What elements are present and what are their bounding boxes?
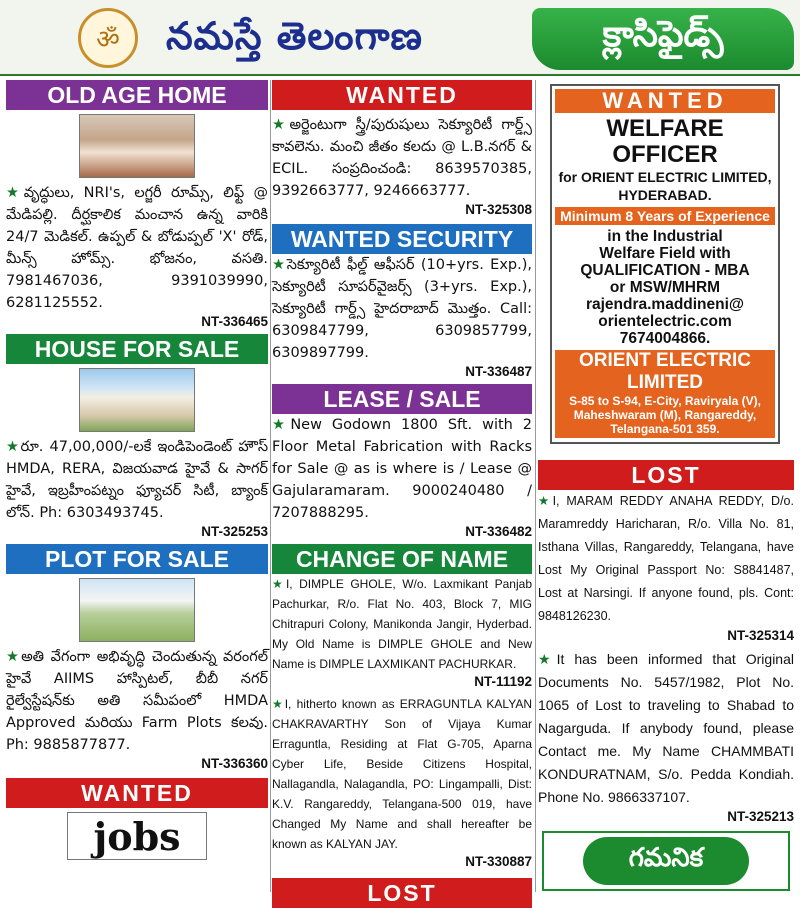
star-icon: ★: [272, 577, 286, 591]
ad-wanted-jobs: [6, 778, 268, 860]
column-1: [6, 80, 268, 892]
section-title: క్లాసిఫైడ్స్: [532, 8, 794, 70]
ad-text: రూ. 47,00,000/-లకే ఇండిపెండెంట్ హౌస్ HMDA, RERA, విజయవాడ హైవే & సాగర్ హైవే, ఇబ్రహీంపట్నం ఫ్యూచర్ సిటీ, బ్యాంక్ లోన్. Ph: 6303493745.: [6, 439, 268, 521]
ad-code: NT-336465: [201, 314, 268, 329]
ad-job-title: WELFARE OFFICER: [606, 115, 724, 168]
ad-header: LOST: [272, 878, 532, 908]
ad-code: NT-325253: [201, 524, 268, 539]
ad-header: WANTED SECURITY: [272, 224, 532, 254]
star-icon: ★: [6, 185, 24, 201]
ad-lease-sale: [272, 384, 532, 540]
ad-change-of-name: [272, 544, 532, 870]
ad-lost-bottom: [272, 878, 532, 908]
column-2: [272, 80, 532, 906]
ad-old-age-home: [6, 80, 268, 330]
ad-header: WANTED: [6, 778, 268, 808]
notice-label: గమనిక: [583, 837, 750, 885]
ad-text: అర్జెంటుగా స్త్రీ/పురుషులు సెక్యూరిటీ గార్డ్స్ కావలెను. మంచి జీతం కలదు @ L.B.నగర్ & ECIL. సంప్రదించండి: 8639570385, 9392663777, 9246663777.: [272, 117, 532, 199]
plot-photo: [79, 578, 195, 642]
ad-address-line: S-85 to S-94, E-City, Raviryala (V),: [569, 394, 761, 408]
ad-house-for-sale: [6, 334, 268, 540]
ad-line: for ORIENT ELECTRIC LIMITED,: [558, 169, 772, 185]
column-divider: [535, 80, 536, 892]
ad-code: NT-336482: [465, 524, 532, 539]
house-photo: [79, 368, 195, 432]
notice-box: [542, 831, 790, 891]
welfare-officer-ad: [550, 84, 780, 444]
ad-qualification: or MSW/MHRM: [609, 279, 721, 296]
ad-header: PLOT FOR SALE: [6, 544, 268, 574]
ad-header: HOUSE FOR SALE: [6, 334, 268, 364]
ad-code: NT-325308: [465, 202, 532, 217]
ad-email: rajendra.maddineni@: [585, 296, 745, 313]
ad-code: NT-336360: [201, 756, 268, 771]
star-icon: ★: [272, 697, 285, 711]
ad-text: It has been informed that Original Documents No. 5457/1982, Plot No. 1065 of Lost to traveling to Shabad to Nagarguda. If anybody found, please Contact me. My Name CHAMMBATI KONDURATNAM, S/o. Pedda Kondiah. Phone No. 9866337107.: [538, 651, 794, 805]
ad-lost: [538, 460, 794, 825]
ad-qualification: in the Industrial: [607, 228, 723, 245]
ad-line: HYDERABAD.: [618, 187, 712, 203]
ad-text: వృద్ధులు, NRI's, లగ్జరీ రూమ్స్, లిఫ్ట్ @ మేడిపల్లి. దీర్ఘకాలిక మంచాన ఉన్న వారికి 24/7 మెడికల్. ఉప్పల్ & బోడుప్పల్ 'X' రోడ్, మీన్స్ హోమ్స్. భోజనం, వసతి. 7981467036, 9391039990, 6281125552.: [6, 185, 269, 311]
ad-email: orientelectric.com: [598, 313, 732, 330]
ad-header: CHANGE OF NAME: [272, 544, 532, 574]
column-3: [538, 80, 794, 892]
masthead: [0, 0, 800, 76]
ad-wanted: [272, 80, 532, 218]
ad-company-name: ORIENT ELECTRIC LIMITED: [555, 350, 775, 394]
star-icon: ★: [538, 651, 557, 667]
ad-address-line: Telangana-501 359.: [610, 422, 720, 436]
old-age-home-photo: [79, 114, 195, 178]
ad-code: NT-336487: [465, 364, 532, 379]
ad-qualification: QUALIFICATION - MBA: [580, 262, 750, 279]
ad-experience-band: Minimum 8 Years of Experience: [555, 207, 775, 225]
ad-text: New Godown 1800 Sft. with 2 Floor Metal Fabrication with Racks for Sale @ as is where is / Lease @ Gajularamaram. 9000240480 / 7207888295.: [272, 417, 532, 521]
ad-header: LOST: [538, 460, 794, 490]
column-divider: [270, 80, 271, 892]
ad-wanted-banner: WANTED: [555, 89, 775, 113]
star-icon: ★: [272, 257, 287, 273]
ad-plot-for-sale: [6, 544, 268, 772]
brand-name: నమస్తే తెలంగాణ: [166, 14, 423, 58]
newspaper-logo: ॐ: [78, 8, 138, 68]
ad-wanted-security: [272, 224, 532, 380]
star-icon: ★: [6, 439, 21, 455]
ad-text: I, MARAM REDDY ANAHA REDDY, D/o. Maramreddy Haricharan, R/o. Villa No. 81, Isthana Villas, Rangareddy, Telangana, have Lost My Original Passport No: S8841487, Lost at Narsingi. If anyone found, pls. Cont: 9848126230.: [538, 494, 794, 623]
ad-code: NT-330887: [465, 854, 532, 869]
ad-header: LEASE / SALE: [272, 384, 532, 414]
ad-text: అతి వేగంగా అభివృద్ధి చెందుతున్న వరంగల్ హైవే AIIMS హాస్పిటల్, బీబీ నగర్ రైల్వేస్టేషన్‌కు అతి సమీపంలో HMDA Approved మరియు Farm Plots కలవు. Ph: 9885877877.: [6, 649, 268, 753]
ad-address: [555, 394, 775, 438]
ad-header: WANTED: [272, 80, 532, 110]
ad-text: I, hitherto known as ERRAGUNTLA KALYAN CHAKRAVARTHY Son of Vijaya Kumar Erraguntla, Residing at Flat G-705, Aparna Cyber Life, Beside Citizens Hospital, Nallagandla, Nalagandla, PO: Lingampalli, Dist: K.V. Rangareddy, Telangana-500 019, have Changed My Name and shall hereafter be known as KALYAN JAY.: [272, 697, 532, 851]
star-icon: ★: [538, 494, 553, 508]
star-icon: ★: [272, 117, 290, 133]
ad-header: OLD AGE HOME: [6, 80, 268, 110]
ad-text: I, DIMPLE GHOLE, W/o. Laxmikant Panjab Pachurkar, R/o. Flat No. 403, Block 7, MIG Chitrapuri Colony, Manikonda Jangir, Hyderbad. My Old Name is DIMPLE GHOLE and New Name is DIMPLE LAXMIKANT PACHURKAR.: [272, 577, 532, 671]
ad-text: సెక్యూరిటీ ఫీల్డ్ ఆఫీసర్ (10+yrs. Exp.), సెక్యూరిటీ సూపర్‌వైజర్స్ (3+yrs. Exp.), సెక్యూరిటీ గార్డ్స్ హైదరాబాద్ మొత్తం. Call: 6309847799, 6309857799, 6309897799.: [272, 257, 532, 361]
star-icon: ★: [6, 649, 22, 665]
ad-code: NT-11192: [474, 674, 532, 689]
ad-qualification: Welfare Field with: [599, 245, 731, 262]
ad-code: NT-325213: [727, 809, 794, 824]
ad-phone: 7674004866.: [619, 330, 711, 347]
star-icon: ★: [272, 417, 291, 433]
ad-code: NT-325314: [727, 628, 794, 643]
ad-address-line: Maheshwaram (M), Rangareddy,: [573, 408, 757, 422]
jobs-image: jobs: [67, 812, 207, 860]
